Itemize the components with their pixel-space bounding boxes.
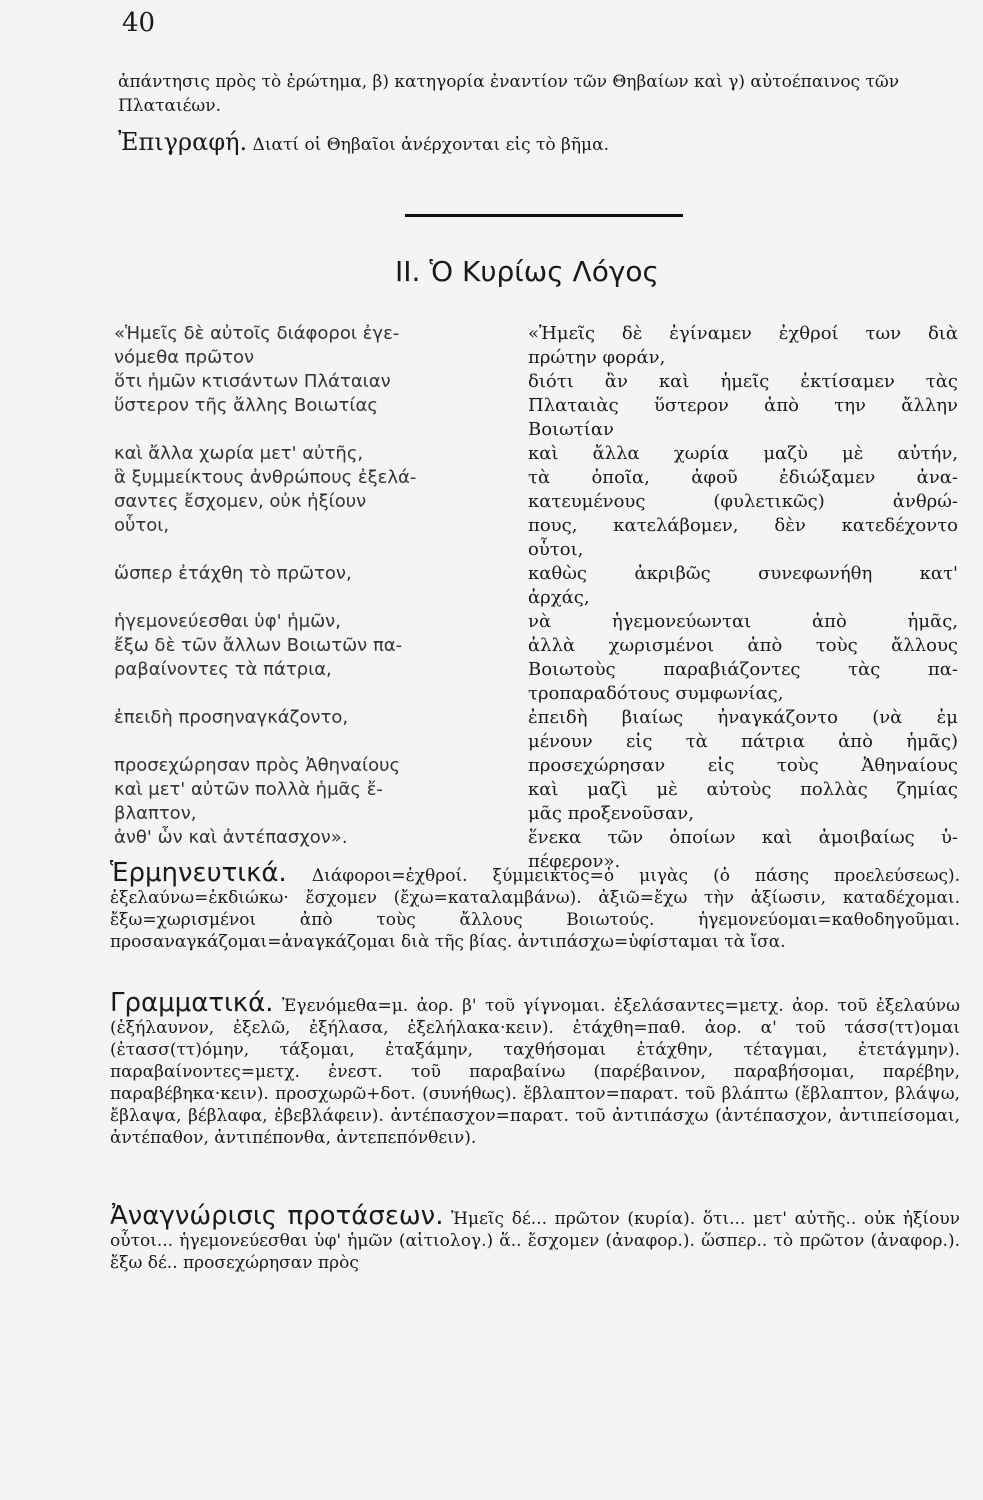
translation-line: Βοιωτίαν: [528, 419, 614, 440]
translation-line: πρώτην φοράν,: [528, 347, 666, 368]
ancient-text-line: σαντες ἔσχομεν, οὐκ ἠξίουν: [114, 491, 367, 512]
ancient-text-line: ὅτι ἡμῶν κτισάντων Πλάταιαν: [114, 371, 391, 392]
grammar-label: Γραμματικά.: [110, 988, 274, 1018]
translation-line: οὗτοι,: [528, 539, 584, 560]
translation-line: μένουν εἰς τὰ πάτρια ἀπὸ ἡμᾶς): [528, 731, 958, 752]
page-number: 40: [122, 8, 156, 38]
translation-line: νὰ ἡγεμονεύωνται ἀπὸ ἡμᾶς,: [528, 611, 958, 632]
translation-line: ἀλλὰ χωρισμένοι ἀπὸ τοὺς ἄλλους: [528, 635, 958, 656]
translation-line: Πλαταιὰς ὕστερον ἀπὸ την ἄλλην: [528, 395, 958, 416]
ancient-text-line: καὶ ἄλλα χωρία μετ' αὐτῆς,: [114, 443, 364, 464]
intro-text: ἀπάντησις πρὸς τὸ ἐρώτημα, β) κατηγορία ἐναντίον τῶν Θηβαίων καὶ γ) αὐτοέπαινος τῶν Πλαταιέων.: [118, 72, 900, 116]
ancient-text-line: «Ἡμεῖς δὲ αὐτοῖς διάφοροι ἐγε-: [114, 323, 400, 344]
epigraph-text: Διατί οἱ Θηβαῖοι ἀνέρχονται εἰς τὸ βῆμα.: [252, 135, 609, 155]
translation-line: κατευμένους (φυλετικῶς) ἀνθρώ-: [528, 491, 958, 512]
hermeneutics-label: Ἑρμηνευτικά.: [110, 858, 287, 888]
translation-line: Βοιωτοὺς παραβιάζοντες τὰς πα-: [528, 659, 958, 680]
ancient-text-line: νόμεθα πρῶτον: [114, 347, 255, 368]
ancient-text-line: ὥσπερ ἐτάχθη τὸ πρῶτον,: [114, 563, 352, 584]
ancient-text-line: προσεχώρησαν πρὸς Ἀθηναίους: [114, 755, 401, 776]
ancient-text-line: ἃ ξυμμείκτους ἀνθρώπους ἐξελά-: [114, 467, 417, 488]
recognition-label: Ἀναγνώρισις προτάσεων.: [110, 1201, 444, 1231]
intro-block: [118, 70, 958, 157]
ancient-text-line: ἐπειδὴ προσηναγκάζοντο,: [114, 707, 349, 728]
ancient-text-line: ἀνθ' ὧν καὶ ἀντέπασχον».: [114, 827, 348, 848]
ancient-text-line: ἡγεμονεύεσθαι ὑφ' ἡμῶν,: [114, 611, 341, 632]
translation-line: προσεχώρησαν εἰς τοὺς Ἀθηναίους: [528, 755, 958, 776]
translation-line: πους, κατελάβομεν, δὲν κατεδέχοντο: [528, 515, 958, 536]
recognition-text: Ἡμεῖς δέ... πρῶτον (κυρία). ὅτι... μετ' αὐτῆς.. οὐκ ἠξίουν οὗτοι... ἡγεμονεύεσθαι ὑφ' ἡμῶν (αἰτιολογ.) ἅ.. ἔσχομεν (ἀναφορ.). ὥσπερ.. τὸ πρῶτον (ἀναφορ.). ἔξω δέ.. προσεχώρησαν πρὸς: [110, 1209, 961, 1273]
translation-line: καὶ μαζὶ μὲ αὐτοὺς πολλὰς ζημίας: [528, 779, 958, 800]
section-divider: [405, 214, 683, 217]
translation-line: διότι ἂν καὶ ἡμεῖς ἐκτίσαμεν τὰς: [528, 371, 958, 392]
ancient-text-line: βλαπτον,: [114, 803, 197, 824]
ancient-text-line: ἔξω δὲ τῶν ἄλλων Βοιωτῶν πα-: [114, 635, 403, 656]
translation-line: τὰ ὁποῖα, ἀφοῦ ἐδιώξαμεν ἀνα-: [528, 467, 958, 488]
recognition-section: [110, 1201, 961, 1274]
grammar-text: Ἐγενόμεθα=μ. ἀορ. β' τοῦ γίγνομαι. ἐξελάσαντες=μετχ. ἀορ. τοῦ ἐξελαύνω (ἐξήλαυνον, ἐξελῶ, ἐξήλασα, ἐξελήλακα·κειν). ἐτάχθη=παθ. ἀορ. α' τοῦ τάσσ(ττ)ομαι (ἐτασσ(ττ)όμην, τάξομαι, ἐταξάμην, ταχθήσομαι ἐτάχθην, τέταγμαι, ἐτετάγμην). παραβαίνοντες=μετχ. ἐνεστ. τοῦ παραβαίνω (παρέβαινον, παραβήσομαι, παρέβην, παραβέβηκα·κειν). προσχωρῶ+δοτ. (συνήθως). ἔβλαπτον=παρατ. τοῦ βλάπτω (ἔβλαπτον, βλάψω, ἔβλαψα, βέβλαφα, ἐβεβλάφειν). ἀντέπασχον=παρατ. τοῦ ἀντιπάσχω (ἀντέπασχον, ἀντιπείσομαι, ἀντέπαθον, ἀντιπέπονθα, ἀντεπεπόνθειν).: [110, 996, 960, 1148]
grammar-section: [110, 988, 960, 1149]
epigraph-label: Ἐπιγραφή.: [118, 128, 248, 156]
translation-line: πέφερον».: [528, 851, 621, 872]
translation-line: ἐπειδὴ βιαίως ἠναγκάζοντο (νὰ ἐμ: [528, 707, 958, 728]
translation-column: [528, 322, 958, 874]
epigraph: [118, 130, 958, 157]
translation-line: ἕνεκα τῶν ὁποίων καὶ ἀμοιβαίως ὑ-: [528, 827, 958, 848]
translation-line: μᾶς προξενοῦσαν,: [528, 803, 694, 824]
translation-line: καὶ ἄλλα χωρία μαζὺ μὲ αὐτήν,: [528, 443, 958, 464]
translation-line: «Ἡμεῖς δὲ ἐγίναμεν ἐχθροί των διὰ: [528, 323, 958, 344]
translation-line: καθὼς ἀκριβῶς συνεφωνήθη κατ': [528, 563, 958, 584]
ancient-text-line: ραβαίνοντες τὰ πάτρια,: [114, 659, 332, 680]
ancient-text-line: ὕστερον τῆς ἄλλης Βοιωτίας: [114, 395, 378, 416]
ancient-text-line: οὗτοι,: [114, 515, 170, 536]
translation-line: τροπαραδότους συμφωνίας,: [528, 683, 784, 704]
translation-line: ἀρχάς,: [528, 587, 590, 608]
ancient-text-line: καὶ μετ' αὐτῶν πολλὰ ἡμᾶς ἔ-: [114, 779, 383, 800]
section-title: II. Ὁ Κυρίως Λόγος: [395, 255, 659, 288]
hermeneutics-text: Διάφοροι=ἐχθροί. ξύμμεικτος=ὁ μιγὰς (ὁ πάσης προελεύσεως). ἐξελαύνω=ἐκδιώκω· ἔσχομεν (ἔχω=καταλαμβάνω). ἀξιῶ=ἔχω τὴν ἀξίωσιν, καταδέχομαι. ἔξω=χωρισμένοι ἀπὸ τοὺς ἄλλους Βοιωτούς. ἡγεμονεύομαι=καθοδηγοῦμαι. προσαναγκάζομαι=ἀναγκάζομαι διὰ τῆς βίας. ἀντιπάσχω=ὑφίσταμαι τὰ ἴσα.: [110, 866, 960, 952]
ancient-text-column: [114, 322, 509, 850]
